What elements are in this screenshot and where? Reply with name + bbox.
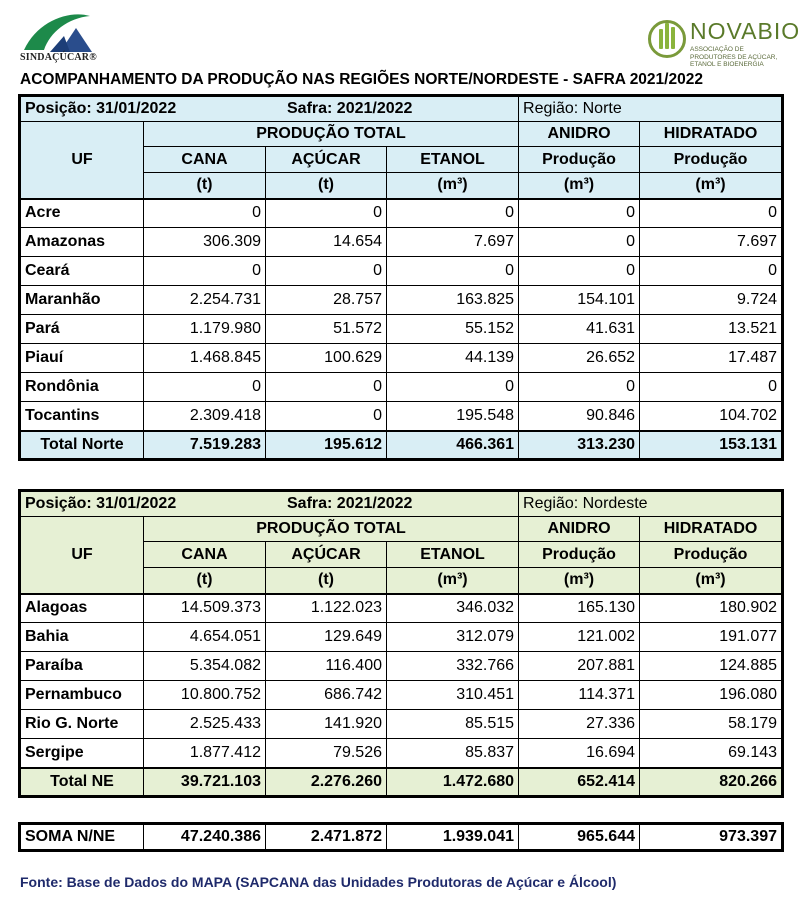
- norte-safra: Safra: 2021/2022: [287, 100, 413, 117]
- nordeste-hidratado-cell: 180.902: [640, 594, 782, 623]
- nordeste-total-hidratado: 820.266: [640, 768, 782, 796]
- norte-table-row: [21, 402, 782, 431]
- norte-table-row: [21, 257, 782, 286]
- nordeste-etanol-cell: 85.837: [387, 739, 519, 768]
- nordeste-hidratado-cell: 191.077: [640, 623, 782, 652]
- nordeste-hidratado-cell: 124.885: [640, 652, 782, 681]
- norte-table: [20, 96, 782, 459]
- norte-acucar-cell: 100.629: [266, 344, 387, 373]
- norte-acucar-header: AÇÚCAR: [266, 147, 387, 173]
- nordeste-etanol-unit: (m³): [387, 568, 519, 594]
- nordeste-uf-cell: Paraíba: [21, 652, 144, 681]
- nordeste-anidro-header: ANIDRO: [519, 517, 640, 542]
- norte-etanol-cell: 7.697: [387, 228, 519, 257]
- norte-total-cana: 7.519.283: [144, 431, 266, 459]
- norte-hidratado-unit: (m³): [640, 173, 782, 199]
- nordeste-hidratado-unit: (m³): [640, 568, 782, 594]
- norte-table-row: [21, 228, 782, 257]
- norte-meta-row: [21, 97, 782, 122]
- norte-anidro-cell: 26.652: [519, 344, 640, 373]
- norte-anidro-producao: Produção: [519, 147, 640, 173]
- nordeste-anidro-cell: 121.002: [519, 623, 640, 652]
- norte-cana-cell: 0: [144, 199, 266, 228]
- nordeste-uf-header: UF: [21, 517, 144, 594]
- novabio-logo-title: NOVABIO: [690, 18, 800, 44]
- norte-total-anidro: 313.230: [519, 431, 640, 459]
- nordeste-hidratado-header: HIDRATADO: [640, 517, 782, 542]
- nordeste-acucar-cell: 129.649: [266, 623, 387, 652]
- norte-acucar-cell: 0: [266, 402, 387, 431]
- nordeste-anidro-cell: 207.881: [519, 652, 640, 681]
- norte-total-hidratado: 153.131: [640, 431, 782, 459]
- norte-anidro-cell: 154.101: [519, 286, 640, 315]
- nordeste-cana-cell: 5.354.082: [144, 652, 266, 681]
- nordeste-safra: Safra: 2021/2022: [287, 495, 413, 512]
- nordeste-hidratado-cell: 196.080: [640, 681, 782, 710]
- nordeste-hidratado-cell: 58.179: [640, 710, 782, 739]
- nordeste-posicao-safra: [21, 492, 519, 517]
- soma-etanol: 1.939.041: [387, 825, 519, 850]
- norte-cana-cell: 2.254.731: [144, 286, 266, 315]
- nordeste-uf-cell: Rio G. Norte: [21, 710, 144, 739]
- norte-etanol-cell: 195.548: [387, 402, 519, 431]
- norte-cana-cell: 2.309.418: [144, 402, 266, 431]
- nordeste-acucar-cell: 141.920: [266, 710, 387, 739]
- soma-label: SOMA N/NE: [21, 825, 144, 850]
- norte-etanol-cell: 44.139: [387, 344, 519, 373]
- norte-regiao: Região: Norte: [519, 97, 782, 122]
- norte-uf-cell: Pará: [21, 315, 144, 344]
- nordeste-etanol-cell: 310.451: [387, 681, 519, 710]
- norte-hidratado-producao: Produção: [640, 147, 782, 173]
- nordeste-table-row: [21, 710, 782, 739]
- nordeste-total-label: Total NE: [21, 768, 144, 796]
- nordeste-total-row: [21, 768, 782, 796]
- nordeste-uf-cell: Sergipe: [21, 739, 144, 768]
- nordeste-uf-cell: Alagoas: [21, 594, 144, 623]
- norte-uf-cell: Rondônia: [21, 373, 144, 402]
- norte-table-row: [21, 373, 782, 402]
- norte-total-row: [21, 431, 782, 459]
- norte-table-row: [21, 199, 782, 228]
- nordeste-cana-header: CANA: [144, 542, 266, 568]
- norte-etanol-unit: (m³): [387, 173, 519, 199]
- nordeste-uf-cell: Pernambuco: [21, 681, 144, 710]
- norte-etanol-cell: 0: [387, 257, 519, 286]
- norte-acucar-cell: 14.654: [266, 228, 387, 257]
- nordeste-table-row: [21, 652, 782, 681]
- norte-header-row-1: [21, 122, 782, 147]
- source-note: Fonte: Base de Dados do MAPA (SAPCANA das Unidades Produtoras de Açúcar e Álcool): [20, 874, 617, 890]
- norte-acucar-unit: (t): [266, 173, 387, 199]
- nordeste-anidro-producao: Produção: [519, 542, 640, 568]
- nordeste-cana-unit: (t): [144, 568, 266, 594]
- norte-hidratado-cell: 13.521: [640, 315, 782, 344]
- nordeste-table-row: [21, 594, 782, 623]
- norte-cana-cell: 0: [144, 257, 266, 286]
- nordeste-header-row-1: [21, 517, 782, 542]
- norte-etanol-cell: 0: [387, 199, 519, 228]
- norte-uf-cell: Piauí: [21, 344, 144, 373]
- norte-posicao: Posição: 31/01/2022: [25, 100, 177, 117]
- nordeste-cana-cell: 10.800.752: [144, 681, 266, 710]
- nordeste-etanol-cell: 332.766: [387, 652, 519, 681]
- norte-uf-cell: Ceará: [21, 257, 144, 286]
- norte-posicao-safra: [21, 97, 519, 122]
- norte-etanol-cell: 163.825: [387, 286, 519, 315]
- nordeste-hidratado-producao: Produção: [640, 542, 782, 568]
- soma-acucar: 2.471.872: [266, 825, 387, 850]
- norte-table-row: [21, 344, 782, 373]
- norte-producao-total-header: PRODUÇÃO TOTAL: [144, 122, 519, 147]
- norte-acucar-cell: 0: [266, 257, 387, 286]
- nordeste-producao-total-header: PRODUÇÃO TOTAL: [144, 517, 519, 542]
- norte-hidratado-header: HIDRATADO: [640, 122, 782, 147]
- norte-uf-cell: Amazonas: [21, 228, 144, 257]
- norte-total-label: Total Norte: [21, 431, 144, 459]
- nordeste-acucar-unit: (t): [266, 568, 387, 594]
- nordeste-etanol-cell: 312.079: [387, 623, 519, 652]
- soma-cana: 47.240.386: [144, 825, 266, 850]
- nordeste-table-row: [21, 739, 782, 768]
- norte-anidro-cell: 0: [519, 228, 640, 257]
- norte-cana-cell: 1.179.980: [144, 315, 266, 344]
- nordeste-acucar-cell: 686.742: [266, 681, 387, 710]
- nordeste-anidro-cell: 27.336: [519, 710, 640, 739]
- nordeste-table-row: [21, 623, 782, 652]
- norte-hidratado-cell: 0: [640, 199, 782, 228]
- nordeste-regiao: Região: Nordeste: [519, 492, 782, 517]
- soma-table: [20, 824, 782, 850]
- nordeste-total-acucar: 2.276.260: [266, 768, 387, 796]
- norte-anidro-cell: 0: [519, 257, 640, 286]
- norte-hidratado-cell: 9.724: [640, 286, 782, 315]
- norte-etanol-cell: 55.152: [387, 315, 519, 344]
- norte-hidratado-cell: 7.697: [640, 228, 782, 257]
- nordeste-posicao: Posição: 31/01/2022: [25, 495, 177, 512]
- nordeste-cana-cell: 2.525.433: [144, 710, 266, 739]
- norte-cana-cell: 1.468.845: [144, 344, 266, 373]
- norte-anidro-header: ANIDRO: [519, 122, 640, 147]
- soma-anidro: 965.644: [519, 825, 640, 850]
- nordeste-acucar-cell: 1.122.023: [266, 594, 387, 623]
- norte-hidratado-cell: 17.487: [640, 344, 782, 373]
- norte-cana-unit: (t): [144, 173, 266, 199]
- norte-uf-header: UF: [21, 122, 144, 199]
- nordeste-anidro-cell: 165.130: [519, 594, 640, 623]
- nordeste-total-cana: 39.721.103: [144, 768, 266, 796]
- norte-cana-header: CANA: [144, 147, 266, 173]
- norte-total-acucar: 195.612: [266, 431, 387, 459]
- norte-acucar-cell: 28.757: [266, 286, 387, 315]
- norte-uf-cell: Maranhão: [21, 286, 144, 315]
- norte-hidratado-cell: 104.702: [640, 402, 782, 431]
- norte-cana-cell: 306.309: [144, 228, 266, 257]
- nordeste-total-etanol: 1.472.680: [387, 768, 519, 796]
- norte-hidratado-cell: 0: [640, 373, 782, 402]
- norte-anidro-cell: 0: [519, 199, 640, 228]
- nordeste-etanol-cell: 346.032: [387, 594, 519, 623]
- nordeste-uf-cell: Bahia: [21, 623, 144, 652]
- nordeste-cana-cell: 4.654.051: [144, 623, 266, 652]
- norte-anidro-cell: 41.631: [519, 315, 640, 344]
- novabio-logo-subtitle: ASSOCIAÇÃO DE PRODUTORES DE AÇÚCAR, ETANOL E BIOENERGIA: [690, 46, 778, 68]
- norte-etanol-header: ETANOL: [387, 147, 519, 173]
- norte-uf-cell: Acre: [21, 199, 144, 228]
- norte-table-row: [21, 286, 782, 315]
- norte-total-etanol: 466.361: [387, 431, 519, 459]
- norte-anidro-unit: (m³): [519, 173, 640, 199]
- nordeste-table-row: [21, 681, 782, 710]
- nordeste-cana-cell: 1.877.412: [144, 739, 266, 768]
- nordeste-acucar-header: AÇÚCAR: [266, 542, 387, 568]
- norte-acucar-cell: 0: [266, 373, 387, 402]
- sindacucar-logo-text: SINDAÇÚCAR®: [20, 52, 97, 63]
- norte-acucar-cell: 0: [266, 199, 387, 228]
- nordeste-etanol-cell: 85.515: [387, 710, 519, 739]
- norte-anidro-cell: 0: [519, 373, 640, 402]
- nordeste-anidro-unit: (m³): [519, 568, 640, 594]
- norte-etanol-cell: 0: [387, 373, 519, 402]
- nordeste-total-anidro: 652.414: [519, 768, 640, 796]
- sugarcane-icon: [648, 20, 686, 58]
- nordeste-acucar-cell: 79.526: [266, 739, 387, 768]
- norte-cana-cell: 0: [144, 373, 266, 402]
- nordeste-acucar-cell: 116.400: [266, 652, 387, 681]
- soma-row: [21, 825, 782, 850]
- norte-uf-cell: Tocantins: [21, 402, 144, 431]
- nordeste-table: [20, 491, 782, 796]
- soma-hidratado: 973.397: [640, 825, 782, 850]
- nordeste-anidro-cell: 16.694: [519, 739, 640, 768]
- nordeste-cana-cell: 14.509.373: [144, 594, 266, 623]
- norte-acucar-cell: 51.572: [266, 315, 387, 344]
- norte-hidratado-cell: 0: [640, 257, 782, 286]
- page-title: ACOMPANHAMENTO DA PRODUÇÃO NAS REGIÕES NORTE/NORDESTE - SAFRA 2021/2022: [20, 71, 703, 88]
- novabio-logo: [648, 18, 800, 68]
- nordeste-anidro-cell: 114.371: [519, 681, 640, 710]
- norte-table-row: [21, 315, 782, 344]
- nordeste-meta-row: [21, 492, 782, 517]
- nordeste-hidratado-cell: 69.143: [640, 739, 782, 768]
- norte-anidro-cell: 90.846: [519, 402, 640, 431]
- nordeste-etanol-header: ETANOL: [387, 542, 519, 568]
